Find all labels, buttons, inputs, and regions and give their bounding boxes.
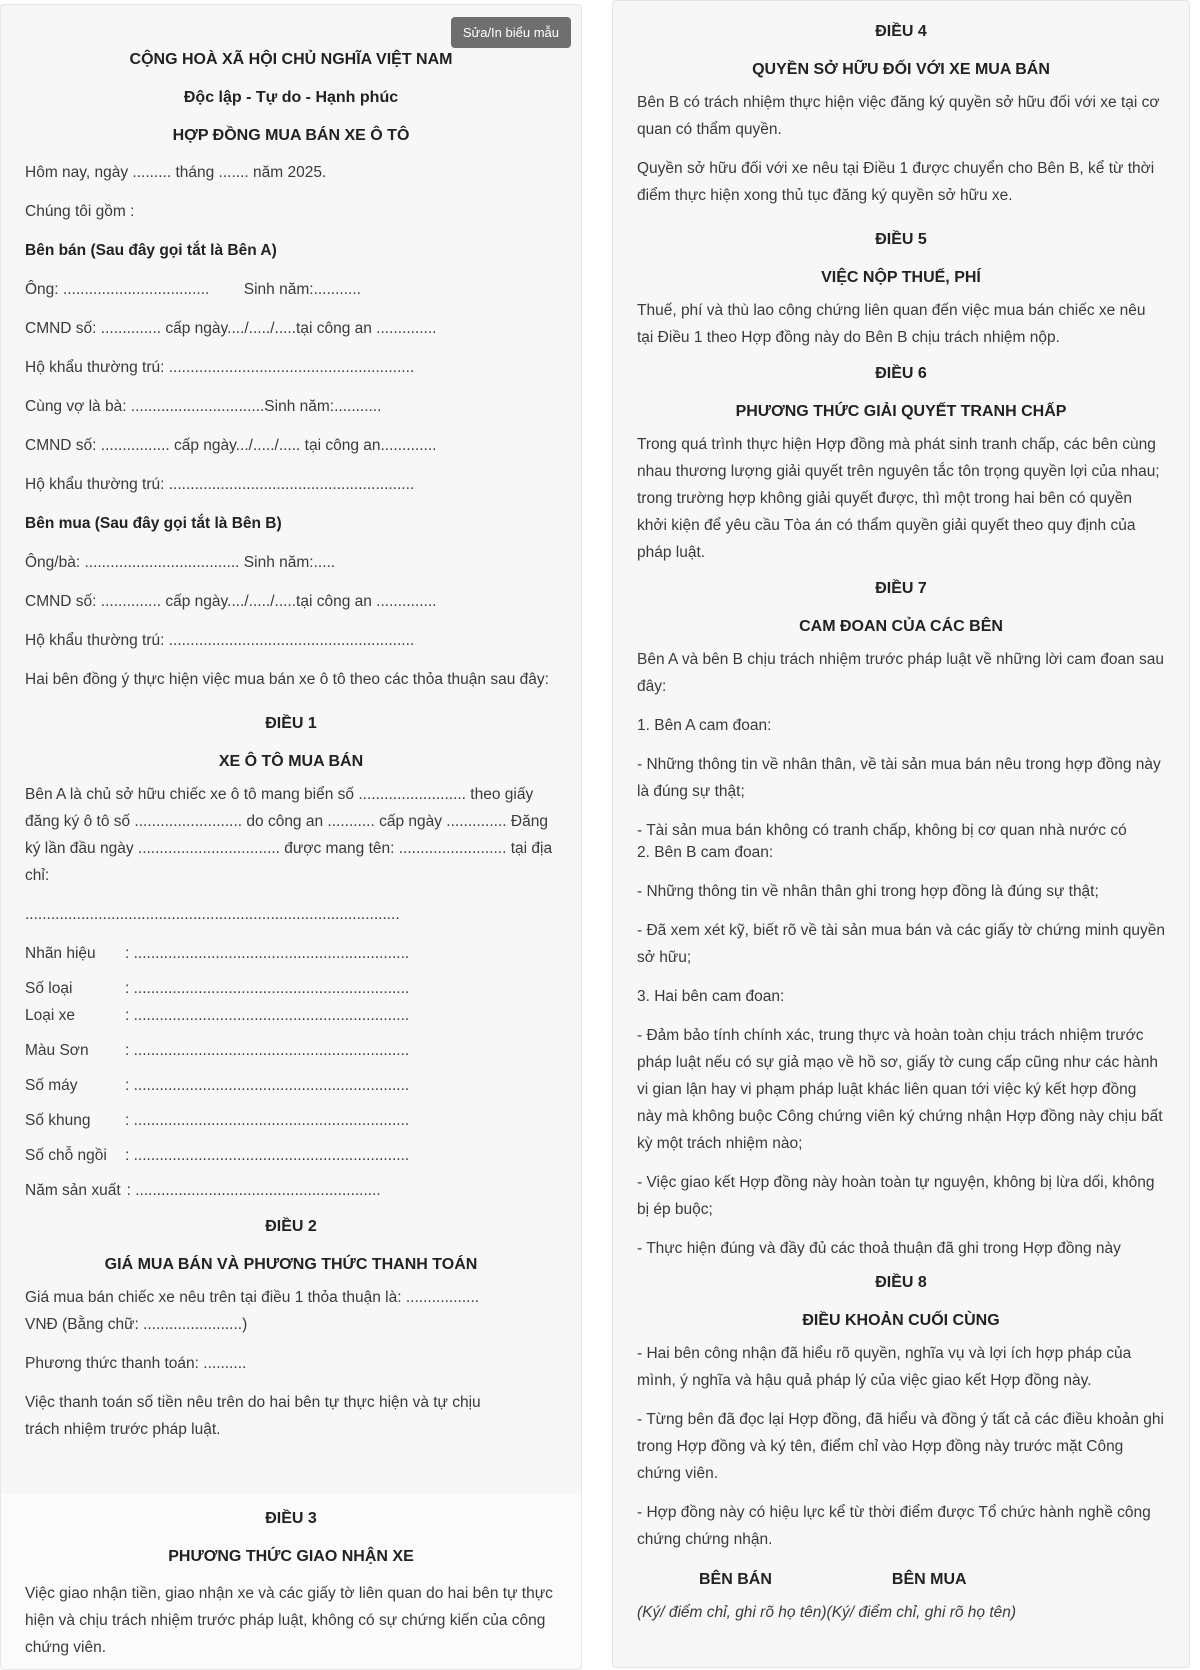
article8-p3: - Hợp đồng này có hiệu lực kể từ thời điểm được Tổ chức hành nghề công chứng chứng nhận. bbox=[637, 1504, 1151, 1548]
article5-number: ĐIỀU 5 bbox=[875, 231, 927, 248]
signature-note: (Ký/ điểm chỉ, ghi rõ họ tên)(Ký/ điểm chỉ, ghi rõ họ tên) bbox=[637, 1604, 1017, 1621]
party-a-heading: 1. Bên A cam đoan: bbox=[637, 717, 772, 734]
vehicle-field-value: : ................................................................ bbox=[125, 1147, 410, 1164]
article8-title: ĐIỀU KHOẢN CUỐI CÙNG bbox=[802, 1312, 1000, 1329]
vehicle-field-label: Nhãn hiệu bbox=[25, 945, 96, 962]
article8-p2: - Từng bên đã đọc lại Hợp đồng, đã hiểu và đồng ý tất cả các điều khoản ghi trong Hợp đồng và ký tên, điểm chỉ vào Hợp đồng này trước mặt Công chứng viên. bbox=[637, 1411, 1164, 1482]
agreement-text: Hai bên đồng ý thực hiện việc mua bán xe ô tô theo các thỏa thuận sau đây: bbox=[25, 671, 549, 688]
seller-line: Hộ khẩu thường trú: ......................................................... bbox=[25, 359, 415, 376]
article7-intro: Bên A và bên B chịu trách nhiệm trước pháp luật về những lời cam đoan sau đây: bbox=[637, 651, 1165, 695]
vehicle-field-label: Số loại bbox=[25, 980, 73, 997]
edit-print-form-button[interactable]: Sửa/In biểu mẫu bbox=[451, 17, 571, 48]
party-b-heading: 2. Bên B cam đoan: bbox=[637, 844, 774, 861]
vehicle-field bbox=[25, 940, 557, 967]
both-parties-commitment: - Thực hiện đúng và đầy đủ các thoả thuận đã ghi trong Hợp đồng này bbox=[637, 1240, 1121, 1257]
vehicle-field bbox=[25, 1002, 557, 1029]
vehicle-field-value: : ................................................................ bbox=[125, 1077, 410, 1094]
article1-dots: ....................................................................................... bbox=[25, 906, 400, 923]
article8-p1: - Hai bên công nhận đã hiểu rõ quyền, nghĩa vụ và lợi ích hợp pháp của mình, ý nghĩa và hậu quả pháp lý của việc giao kết Hợp đồng này. bbox=[637, 1345, 1132, 1389]
article5-body: Thuế, phí và thù lao công chứng liên quan đến việc mua bán chiếc xe nêu tại Điều 1 theo Hợp đồng này do Bên B chịu trách nhiệm nộp. bbox=[637, 302, 1146, 346]
signature-row bbox=[637, 1571, 1165, 1589]
nation-heading: CỘNG HOÀ XÃ HỘI CHỦ NGHĨA VIỆT NAM bbox=[129, 51, 453, 68]
vehicle-field bbox=[25, 1037, 557, 1064]
vehicle-field-value: : ................................................................ bbox=[125, 980, 410, 997]
vehicle-field bbox=[25, 1107, 557, 1134]
settlement-text: Việc thanh toán số tiền nêu trên do hai bên tự thực hiện và tự chịu trách nhiệm trước pháp luật. bbox=[25, 1394, 481, 1438]
vehicle-field-value: : ................................................................ bbox=[125, 945, 410, 962]
seller-signature-label: BÊN BÁN bbox=[699, 1571, 772, 1588]
vehicle-field bbox=[25, 1142, 557, 1169]
article6-title: PHƯƠNG THỨC GIẢI QUYẾT TRANH CHẤP bbox=[735, 403, 1067, 420]
both-parties-commitment: - Đảm bảo tính chính xác, trung thực và hoàn toàn chịu trách nhiệm trước pháp luật nếu có sự giả mạo về hồ sơ, giấy tờ cung cấp cũng như các hành vi gian lận hay vi phạm pháp luật khác liên quan tới việc ký kết hợp đồng này mà không buộc Công chứng viên ký chứng nhận Hợp đồng này chịu bất kỳ một trách nhiệm nào; bbox=[637, 1027, 1163, 1152]
party-b-commitment: - Đã xem xét kỹ, biết rõ về tài sản mua bán và các giấy tờ chứng minh quyền sở hữu; bbox=[637, 922, 1165, 966]
buyer-line: Hộ khẩu thường trú: ......................................................... bbox=[25, 632, 415, 649]
party-b-commitment: - Những thông tin về nhân thân ghi trong hợp đồng là đúng sự thật; bbox=[637, 883, 1099, 900]
article1-title: XE Ô TÔ MUA BÁN bbox=[218, 753, 364, 770]
party-a-commitment: - Tài sản mua bán không có tranh chấp, không bị cơ quan nhà nước có bbox=[637, 822, 1127, 839]
article3-number: ĐIỀU 3 bbox=[265, 1510, 317, 1527]
contract-page-left-bottom bbox=[0, 1494, 582, 1670]
article2-number: ĐIỀU 2 bbox=[265, 1218, 317, 1235]
vehicle-field-value: : ................................................................ bbox=[125, 1112, 410, 1129]
price-text: Giá mua bán chiếc xe nêu trên tại điều 1 thỏa thuận là: ................. VNĐ (Bằng chữ: .......................) bbox=[25, 1289, 480, 1333]
vehicle-field-label: Số khung bbox=[25, 1112, 91, 1129]
seller-heading: Bên bán (Sau đây gọi tắt là Bên A) bbox=[25, 242, 277, 259]
payment-method: Phương thức thanh toán: .......... bbox=[25, 1355, 247, 1372]
article4-p2: Quyền sở hữu đối với xe nêu tại Điều 1 được chuyển cho Bên B, kể từ thời điểm thực hiện xong thủ tục đăng ký quyền sở hữu xe. bbox=[637, 160, 1155, 204]
article6-number: ĐIỀU 6 bbox=[875, 365, 927, 382]
vehicle-field-value: : ......................................................... bbox=[126, 1182, 381, 1199]
seller-line: CMND số: .............. cấp ngày..../...../.....tại công an .............. bbox=[25, 320, 437, 337]
vehicle-field-label: Loại xe bbox=[25, 1007, 75, 1024]
parties-intro: Chúng tôi gồm : bbox=[25, 203, 135, 220]
vehicle-field-label: Năm sản xuất bbox=[25, 1182, 121, 1199]
buyer-line: CMND số: .............. cấp ngày..../...../.....tại công an .............. bbox=[25, 593, 437, 610]
article8-number: ĐIỀU 8 bbox=[875, 1274, 927, 1291]
article3-title: PHƯƠNG THỨC GIAO NHẬN XE bbox=[168, 1548, 414, 1565]
article2-title: GIÁ MUA BÁN VÀ PHƯƠNG THỨC THANH TOÁN bbox=[104, 1256, 478, 1273]
motto: Độc lập - Tự do - Hạnh phúc bbox=[183, 89, 399, 106]
article5-title: VIỆC NỘP THUẾ, PHÍ bbox=[821, 269, 981, 286]
buyer-heading: Bên mua (Sau đây gọi tắt là Bên B) bbox=[25, 515, 282, 532]
vehicle-field bbox=[25, 1072, 557, 1099]
contract-title: HỢP ĐỒNG MUA BÁN XE Ô TÔ bbox=[172, 127, 410, 144]
article4-title: QUYỀN SỞ HỮU ĐỐI VỚI XE MUA BÁN bbox=[752, 61, 1050, 78]
buyer-line: Ông/bà: .................................... Sinh năm:..... bbox=[25, 554, 336, 571]
vehicle-field bbox=[25, 1177, 557, 1204]
seller-line: Ông: .................................. Sinh năm:........... bbox=[25, 281, 361, 298]
article1-number: ĐIỀU 1 bbox=[265, 715, 317, 732]
article4-p1: Bên B có trách nhiệm thực hiện việc đăng ký quyền sở hữu đối với xe tại cơ quan có thẩm quyền. bbox=[637, 94, 1160, 138]
seller-line: Hộ khẩu thường trú: ......................................................... bbox=[25, 476, 415, 493]
vehicle-field-value: : ................................................................ bbox=[125, 1042, 410, 1059]
date-line: Hôm nay, ngày ......... tháng ....... năm 2025. bbox=[25, 164, 327, 181]
both-parties-heading: 3. Hai bên cam đoan: bbox=[637, 988, 785, 1005]
article7-number: ĐIỀU 7 bbox=[875, 580, 927, 597]
buyer-signature-label: BÊN MUA bbox=[891, 1571, 967, 1588]
seller-line: CMND số: ................ cấp ngày.../...../..... tại công an............. bbox=[25, 437, 437, 454]
article1-body: Bên A là chủ sở hữu chiếc xe ô tô mang biển số ......................... theo giấy đăng ký ô tô số ......................... do công an ........... cấp ngày .............. Đăng ký lần đầu ngày ................................. được mang tên: ......................... tại địa chỉ: bbox=[25, 786, 553, 884]
party-a-commitment: - Những thông tin về nhân thân, về tài sản mua bán nêu trong hợp đồng này là đúng sự thật; bbox=[637, 756, 1161, 800]
contract-page-right bbox=[612, 0, 1190, 1668]
vehicle-field-label: Số chỗ ngồi bbox=[25, 1147, 107, 1164]
contract-page-left bbox=[0, 4, 582, 1498]
vehicle-field-value: : ................................................................ bbox=[125, 1007, 410, 1024]
both-parties-commitment: - Việc giao kết Hợp đồng này hoàn toàn tự nguyện, không bị lừa dối, không bị ép buộc; bbox=[637, 1174, 1155, 1218]
seller-line: Cùng vợ là bà: ...............................Sinh năm:........... bbox=[25, 398, 382, 415]
vehicle-field-label: Màu Sơn bbox=[25, 1042, 89, 1059]
article3-body: Việc giao nhận tiền, giao nhận xe và các giấy tờ liên quan do hai bên tự thực hiện và chịu trách nhiệm trước pháp luật, không có sự chứng kiến của công chứng viên. bbox=[25, 1585, 553, 1656]
article4-number: ĐIỀU 4 bbox=[875, 23, 927, 40]
article6-body: Trong quá trình thực hiện Hợp đồng mà phát sinh tranh chấp, các bên cùng nhau thương lượng giải quyết trên nguyên tắc tôn trọng quyền lợi của nhau; trong trường hợp không giải quyết được, thì một trong hai bên có quyền khởi kiện để yêu cầu Tòa án có thẩm quyền giải quyết theo quy định của pháp luật. bbox=[637, 436, 1160, 561]
article7-title: CAM ĐOAN CỦA CÁC BÊN bbox=[799, 618, 1003, 635]
vehicle-field-label: Số máy bbox=[25, 1077, 78, 1094]
vehicle-field bbox=[25, 975, 557, 1002]
